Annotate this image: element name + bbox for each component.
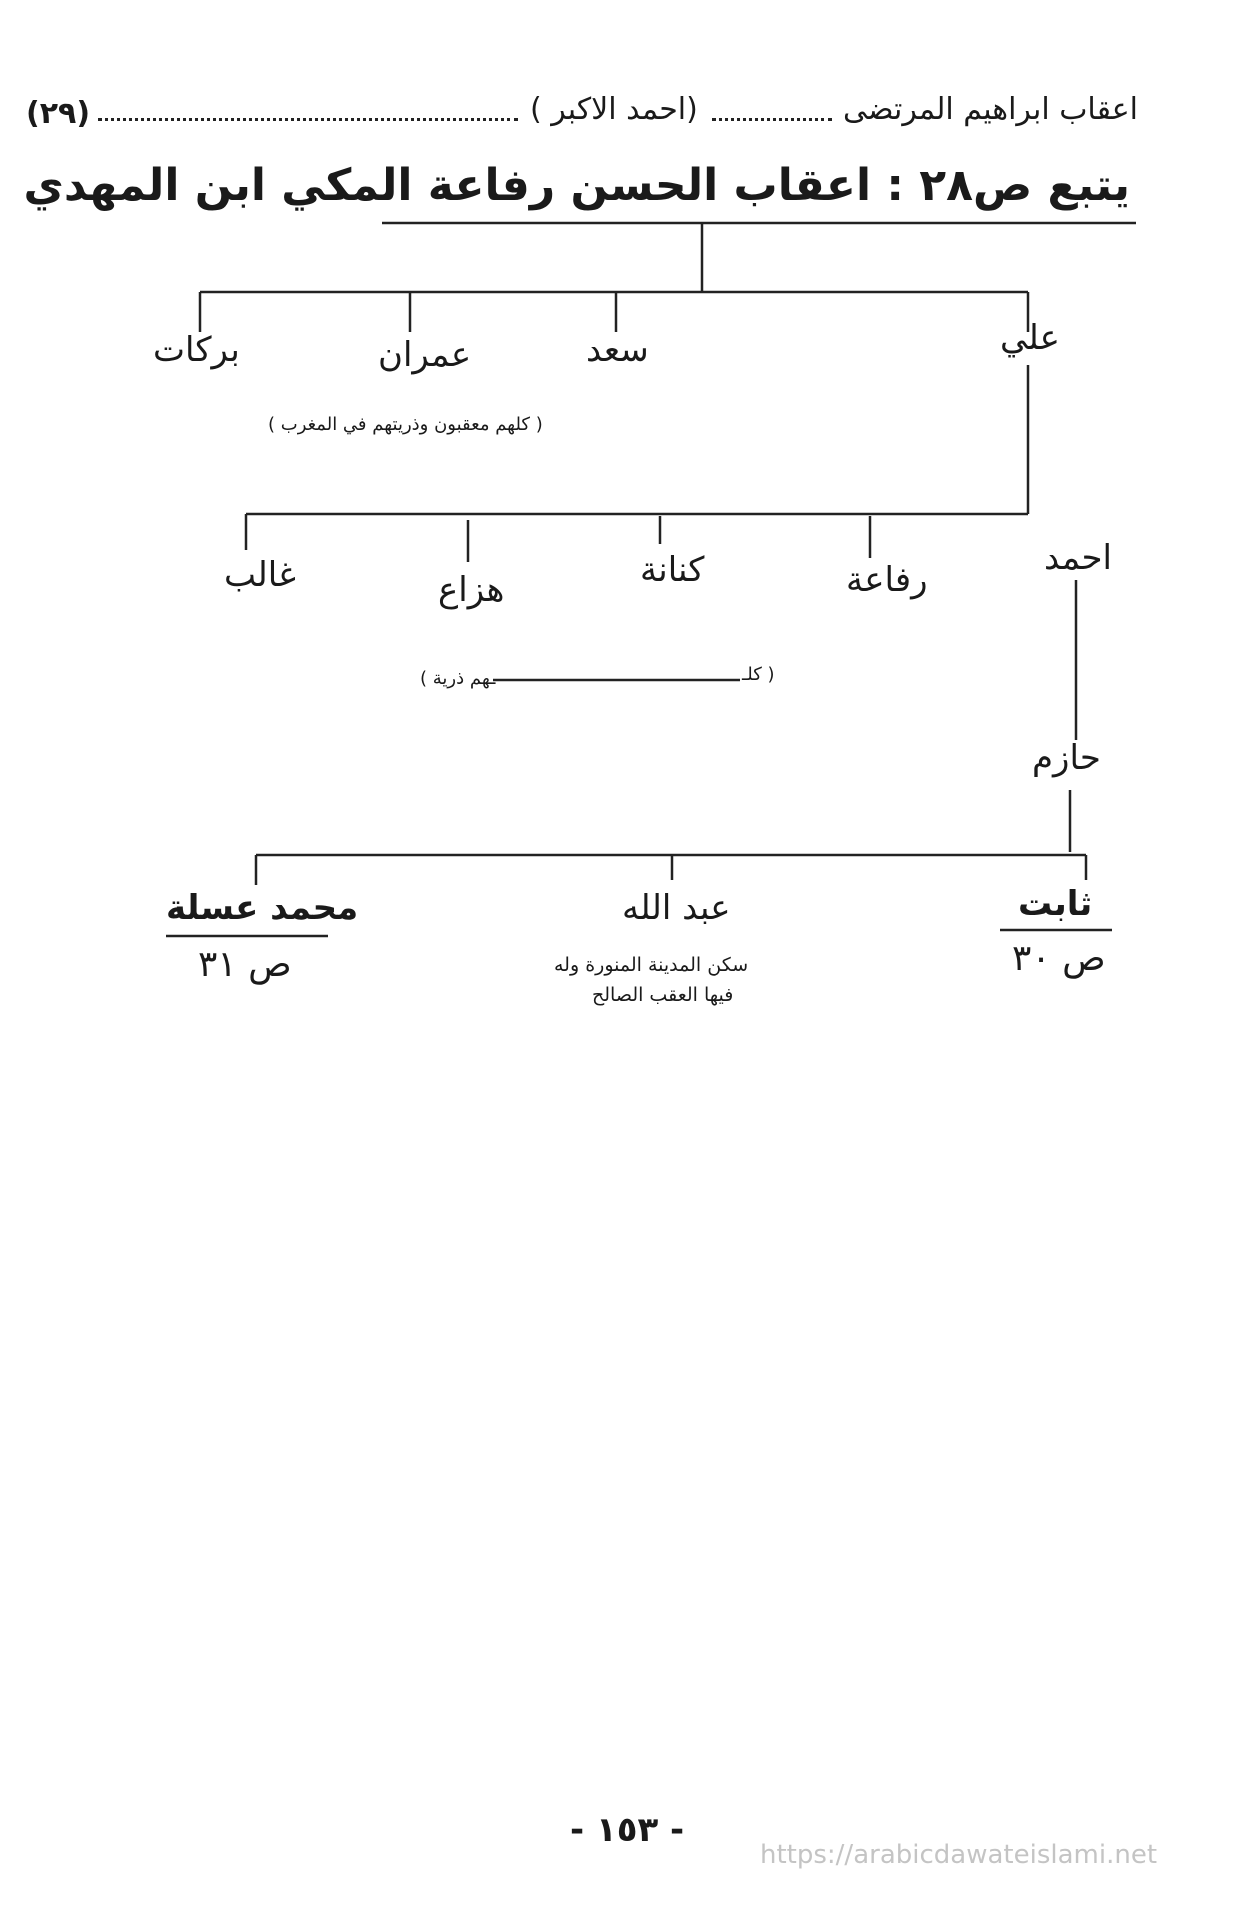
note-dhurriya-right: ـهم ذرية ) [420, 668, 496, 689]
node-abdullah: عبد الله [622, 888, 731, 928]
node-barakat: بركات [153, 330, 240, 370]
header-middle: (احمد الاكبر ) [530, 92, 698, 127]
node-thabit: ثابت [1018, 884, 1093, 924]
muhammad-page-ref: ص ٣١ [198, 944, 292, 985]
node-ali: علي [1000, 318, 1060, 358]
node-imran: عمران [378, 335, 472, 375]
node-rifaa: رفاعة [846, 560, 928, 600]
note-dhurriya-left: ( كلـ [742, 664, 775, 685]
thabit-page-ref: ص ٣٠ [1012, 938, 1106, 979]
node-hazza: هزاع [438, 570, 505, 610]
header-left: (٢٩) [26, 96, 91, 131]
page-number: - ١٥٣ - [570, 1810, 685, 1850]
node-muhammad-asala: محمد عسلة [166, 888, 359, 928]
watermark-url: https://arabicdawateislami.net [760, 1840, 1158, 1870]
abdullah-note-1: سكن المدينة المنورة وله [554, 954, 749, 976]
node-saad: سعد [586, 330, 649, 370]
node-hazim: حازم [1032, 738, 1101, 778]
header-right: اعقاب ابراهيم المرتضى [842, 92, 1138, 127]
page-title: يتبع ص٢٨ : اعقاب الحسن رفاعة المكي ابن المهدي [23, 160, 1130, 211]
node-ghalib: غالب [224, 555, 296, 595]
node-ahmad: احمد [1044, 538, 1112, 578]
abdullah-note-2: فيها العقب الصالح [592, 984, 734, 1006]
note-maghrib: ( كلهم معقبون وذريتهم في المغرب ) [268, 414, 543, 435]
node-kinana: كنانة [640, 550, 705, 590]
